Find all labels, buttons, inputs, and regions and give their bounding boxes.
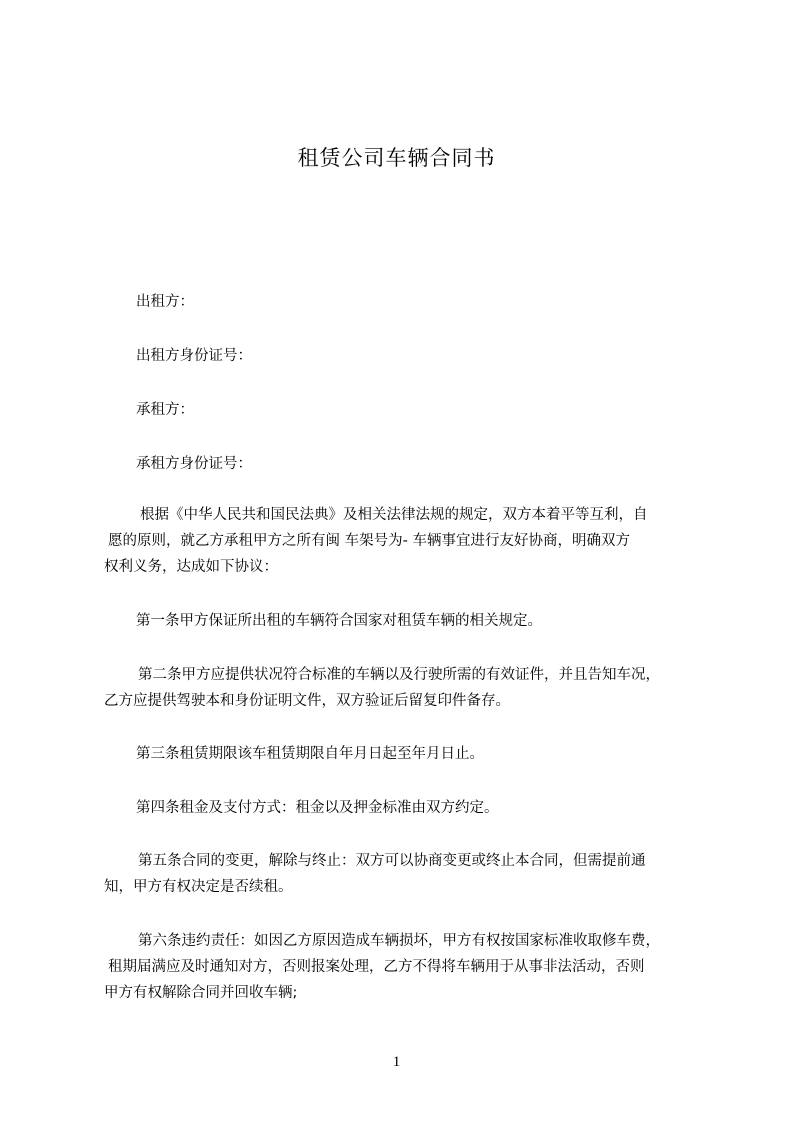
article-4-paragraph	[104, 795, 704, 821]
paragraph-line: 权利义务，达成如下协议：	[104, 559, 278, 575]
paragraph-line: 租期届满应及时通知对方，否则报案处理，乙方不得将车辆用于从事非法活动，否则	[108, 959, 645, 975]
article-3-paragraph	[104, 741, 704, 767]
article-5-paragraph	[104, 848, 704, 900]
preamble-paragraph	[104, 502, 704, 580]
paragraph-line: 第六条违约责任：如因乙方原因造成车辆损坏，甲方有权按国家标准收取修车费，	[138, 933, 660, 949]
lessor-id-field: 出租方身份证号：	[136, 348, 252, 364]
lessee-field: 承租方：	[136, 402, 194, 418]
article-2-paragraph	[104, 662, 704, 714]
paragraph-line: 第四条租金及支付方式：租金以及押金标准由双方约定。	[136, 800, 499, 816]
lessee-id-field: 承租方身份证号：	[136, 456, 252, 472]
page-number: 1	[392, 1054, 401, 1070]
paragraph-line: 第三条租赁期限该车租赁期限自年月日起至年月日止。	[136, 746, 484, 762]
paragraph-line: 愿的原则，就乙方承租甲方之所有闽 车架号为- 车辆事宜进行友好协商，明确双方	[108, 533, 630, 549]
lessor-field: 出租方：	[136, 294, 194, 310]
paragraph-line: 根据《中华人民共和国民法典》及相关法律法规的规定，双方本着平等互利，自	[140, 507, 648, 523]
paragraph-line: 第二条甲方应提供状况符合标准的车辆以及行驶所需的有效证件，并且告知车况，	[138, 667, 660, 683]
article-6-paragraph	[104, 928, 704, 1006]
paragraph-line: 知，甲方有权决定是否续租。	[104, 879, 293, 895]
article-1-paragraph	[104, 608, 704, 634]
paragraph-line: 第一条甲方保证所出租的车辆符合国家对租赁车辆的相关规定。	[136, 613, 542, 629]
paragraph-line: 乙方应提供驾驶本和身份证明文件，双方验证后留复印件备存。	[104, 693, 510, 709]
paragraph-line: 第五条合同的变更，解除与终止：双方可以协商变更或终止本合同，但需提前通	[138, 853, 646, 869]
document-title: 租赁公司车辆合同书	[297, 146, 496, 170]
paragraph-line: 甲方有权解除合同并回收车辆;	[104, 985, 298, 1001]
